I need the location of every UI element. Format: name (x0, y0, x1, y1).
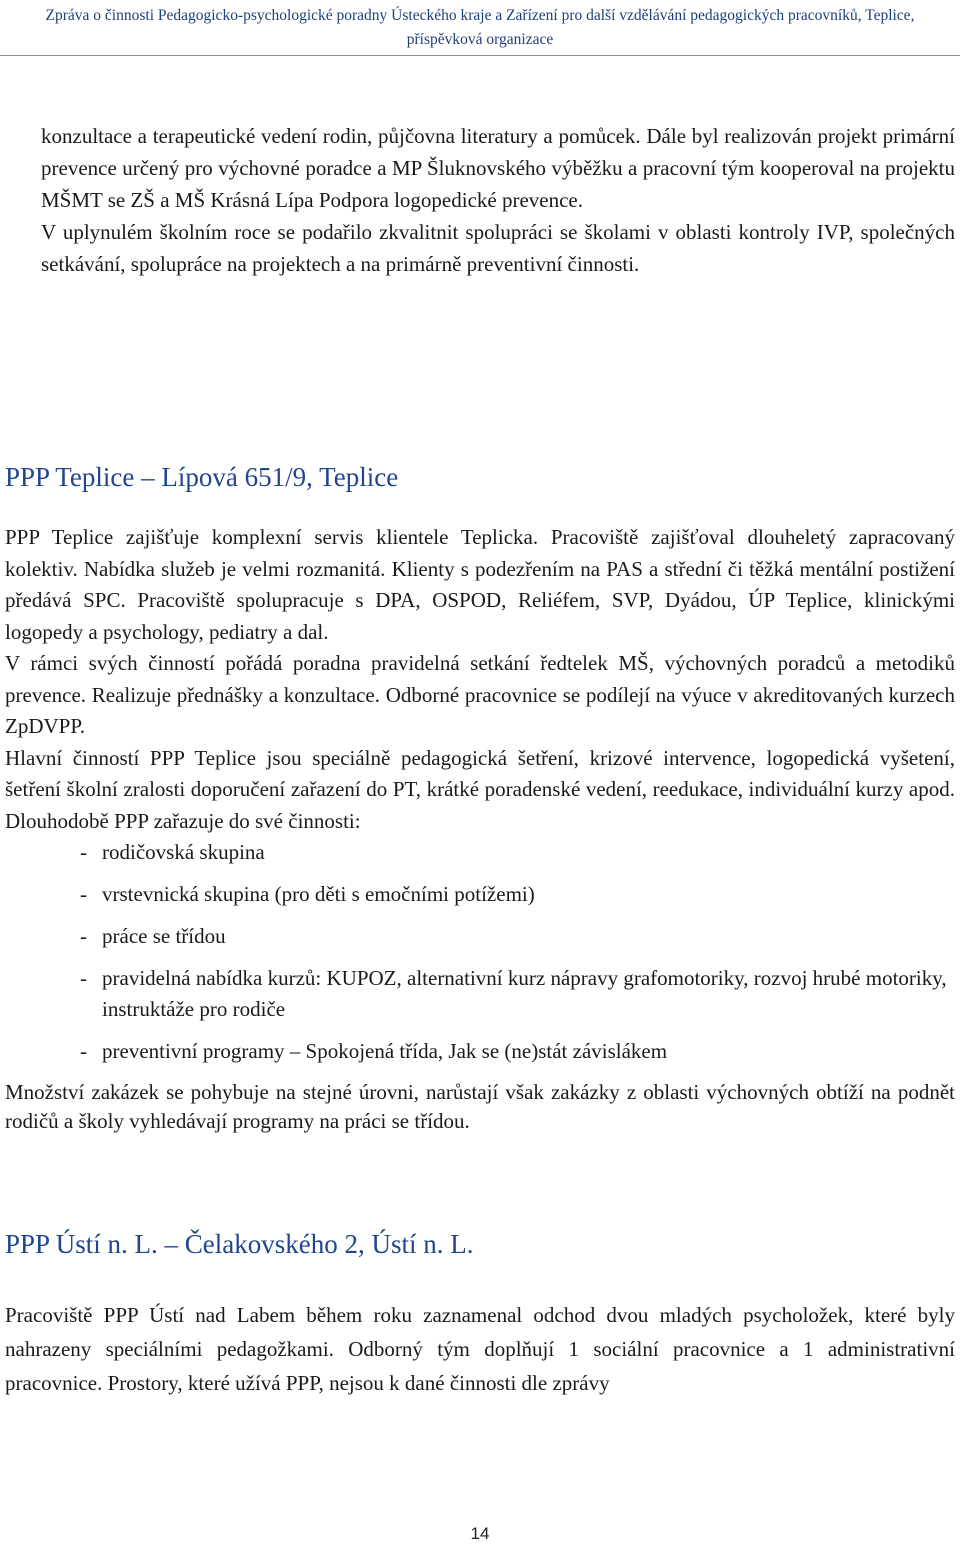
running-header (0, 4, 960, 56)
header-line-1: Zpráva o činnosti Pedagogicko-psychologické poradny Ústeckého kraje a Zařízení pro další vzdělávání pedagogických pracovníků, Teplice, (45, 7, 915, 24)
list-item: - preventivní programy – Spokojená třída, Jak se (ne)stát závislákem (80, 1036, 955, 1067)
intro-paragraph-2: V uplynulém školním roce se podařilo zkvalitnit spolupráci se školami v oblasti kontroly IVP, společných setkávání, spolupráce na projektech a na primárně preventivní činnosti. (41, 220, 955, 276)
usti-paragraph-1: Pracoviště PPP Ústí nad Labem během roku zaznamenal odchod dvou mladých psycholožek, které byly nahrazeny speciálními pedagožkami. Odborný tým doplňují 1 sociální pracovnice a 1 administrativní pracovnice. Prostory, které užívá PPP, nejsou k dané činnosti dle zprávy (5, 1303, 955, 1395)
intro-section (5, 120, 955, 280)
activities-list (5, 837, 955, 1067)
section-heading-usti: PPP Ústí n. L. – Čelakovského 2, Ústí n. L. (5, 1229, 474, 1259)
list-item: - vrstevnická skupina (pro děti s emočními potížemi) (80, 879, 955, 910)
section-heading-teplice: PPP Teplice – Lípová 651/9, Teplice (5, 462, 399, 492)
teplice-paragraph-4: Množství zakázek se pohybuje na stejné úrovni, narůstají však zakázky z oblasti výchovných obtíží na podnět rodičů a školy vyhledávají programy na práci se třídou. (5, 1080, 955, 1133)
teplice-paragraph-1: PPP Teplice zajišťuje komplexní servis klientele Teplicka. Pracoviště zajišťoval dlouheletý zapracovaný kolektiv. Nabídka služeb je velmi rozmanitá. Klienty s podezřením na PAS a střední či těžká mentální postižení předává SPC. Pracoviště spolupracuje s DPA, OSPOD, Reliéfem, SVP, Dyádou, ÚP Teplice, klinickými logopedy a psychology, pediatry a dal. (5, 525, 955, 644)
teplice-paragraph-2: V rámci svých činností pořádá poradna pravidelná setkání ředtelek MŠ, výchovných poradců a metodiků prevence. Realizuje přednášky a konzultace. Odborné pracovnice se podílejí na výuce v akreditovaných kurzech ZpDVPP. (5, 651, 955, 738)
list-item: - pravidelná nabídka kurzů: KUPOZ, alternativní kurz nápravy grafomotoriky, rozvoj hrubé motoriky, instruktáže pro rodiče (80, 963, 955, 1025)
teplice-paragraph-3: Hlavní činností PPP Teplice jsou speciálně pedagogická šetření, krizové intervence, logopedická vyšetení, šetření školní zralosti doporučení zařazení do PT, krátké poradenské vedení, reedukace, individuální kurzy apod. Dlouhodobě PPP zařazuje do své činnosti: (5, 745, 955, 833)
intro-paragraph-1: konzultace a terapeutické vedení rodin, půjčovna literatury a pomůcek. Dále byl realizován projekt primární prevence určený pro výchovné poradce a MP Šluknovského výběžku a pracovní tým kooperoval na projektu MŠMT se ZŠ a MŠ Krásná Lípa Podpora logopedické prevence. (41, 124, 955, 212)
header-line-2: příspěvková organizace (406, 31, 554, 48)
list-item: - rodičovská skupina (80, 837, 955, 868)
page-body (5, 120, 955, 1400)
page-number: 14 (470, 1524, 490, 1543)
list-item: - práce se třídou (80, 921, 955, 952)
